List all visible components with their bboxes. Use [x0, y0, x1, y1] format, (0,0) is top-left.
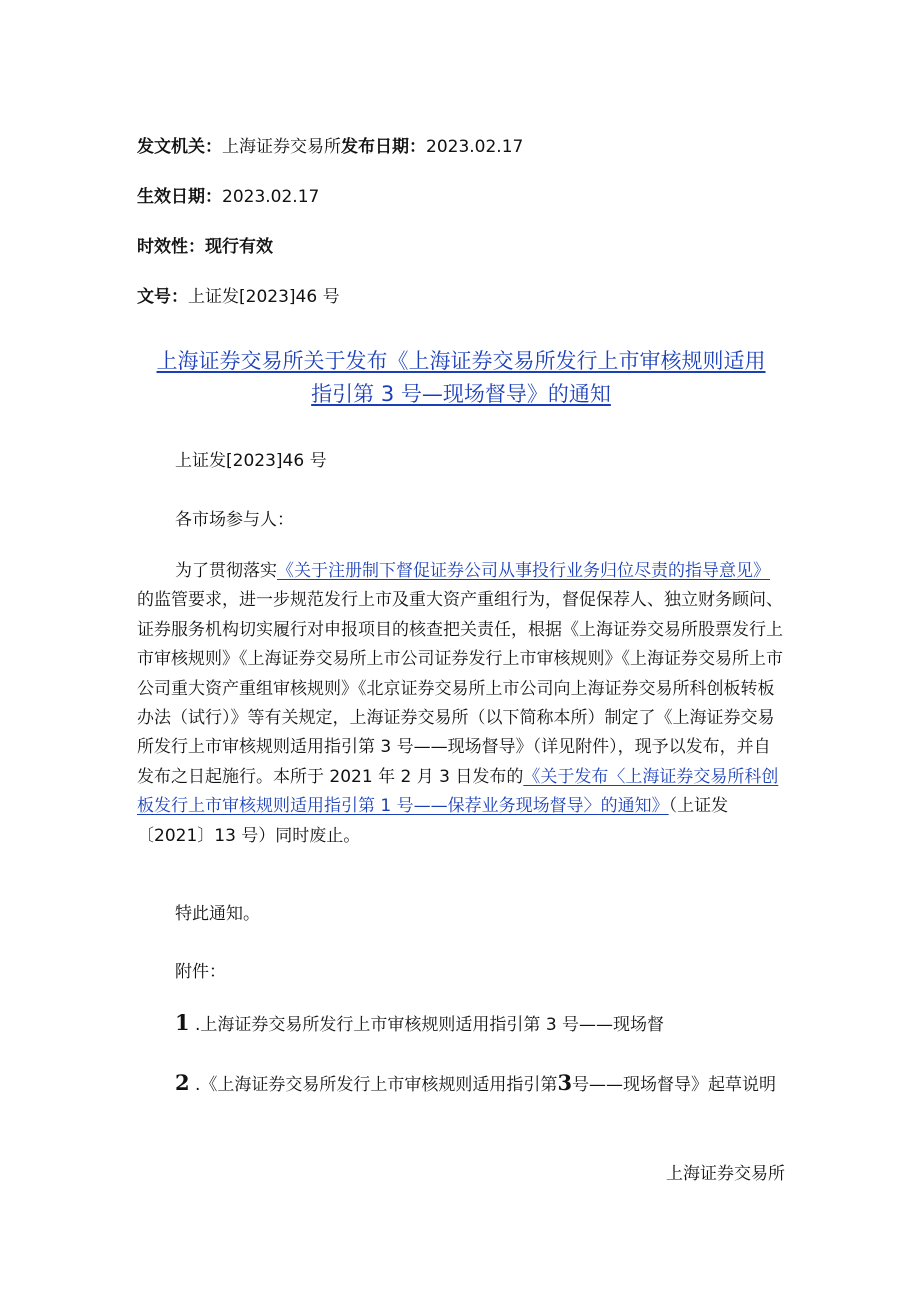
docno-value: 上证发[2023]46 号	[188, 287, 340, 307]
validity-label: 时效性：	[137, 237, 205, 257]
salutation: 各市场参与人：	[175, 510, 294, 530]
meta-effective-line	[137, 186, 319, 208]
publish-date-label: 发布日期：	[341, 137, 426, 157]
attachments-label: 附件：	[175, 962, 226, 982]
effective-date-label: 生效日期：	[137, 187, 222, 207]
publish-date-value: 2023.02.17	[426, 137, 524, 157]
para-middle: 的监管要求，进一步规范发行上市及重大资产重组行为，督促保荐人、独立财务顾问、证券服务机构切实履行对申报项目的核查把关责任，根据《上海证券交易所股票发行上市审核规则》《上海证券交易所上市公司证券发行上市审核规则》《上海证券交易所上市公司重大资产重组审核规则》《北京证券交易所上市公司向上海证券交易所科创板转板办法（试行）》等有关规定，上海证券交易所（以下简称本所）制定了《上海证券交易所发行上市审核规则适用指引第 3 号——现场督导》（详见附件），现予以发布，并自发布之日起施行。本所于 2021 年 2 月 3 日发布的	[137, 590, 783, 787]
main-paragraph	[137, 557, 785, 851]
attachment-item-2	[137, 1068, 785, 1100]
attachment-1-number: 1	[175, 1010, 190, 1035]
docno-label: 文号：	[137, 287, 188, 307]
effective-date-value: 2023.02.17	[222, 187, 320, 207]
para-lead: 为了贯彻落实	[175, 561, 277, 581]
issuer-label: 发文机关：	[137, 137, 222, 157]
attachment-2-bold-number: 3	[557, 1070, 573, 1095]
title-line-2[interactable]: 指引第 3 号—现场督导》的通知	[311, 382, 611, 406]
guidance-link[interactable]: 《关于注册制下督促证券公司从事投行业务归位尽责的指导意见》	[277, 561, 770, 581]
issuer-value: 上海证券交易所	[222, 137, 341, 157]
closing-notice: 特此通知。	[175, 904, 260, 924]
attachment-2-pre: .《上海证券交易所发行上市审核规则适用指引第	[189, 1075, 558, 1095]
signature: 上海证券交易所	[666, 1164, 785, 1184]
meta-docno-line	[137, 286, 340, 308]
attachment-2-post: 号——现场督导》起草说明	[572, 1075, 777, 1095]
attachment-1-text: .上海证券交易所发行上市审核规则适用指引第 3 号——现场督	[189, 1015, 665, 1035]
page-title[interactable]	[137, 345, 785, 411]
repealed-notice-link[interactable]: 《关于发布〈上海证券交易所科创板发行上市审核规则适用指引第 1 号——保荐业务现场督导〉的通知》	[137, 766, 779, 817]
meta-validity-line	[137, 236, 273, 258]
title-line-1[interactable]: 上海证券交易所关于发布《上海证券交易所发行上市审核规则适用	[156, 349, 766, 373]
validity-value: 现行有效	[205, 237, 273, 257]
meta-issuer-line	[137, 136, 523, 158]
attachment-2-number: 2	[175, 1070, 190, 1095]
attachment-item-1	[137, 1008, 785, 1040]
para-tail: （上证发〔2021〕13 号）同时废止。	[137, 796, 729, 846]
doc-number-line: 上证发[2023]46 号	[175, 451, 327, 471]
